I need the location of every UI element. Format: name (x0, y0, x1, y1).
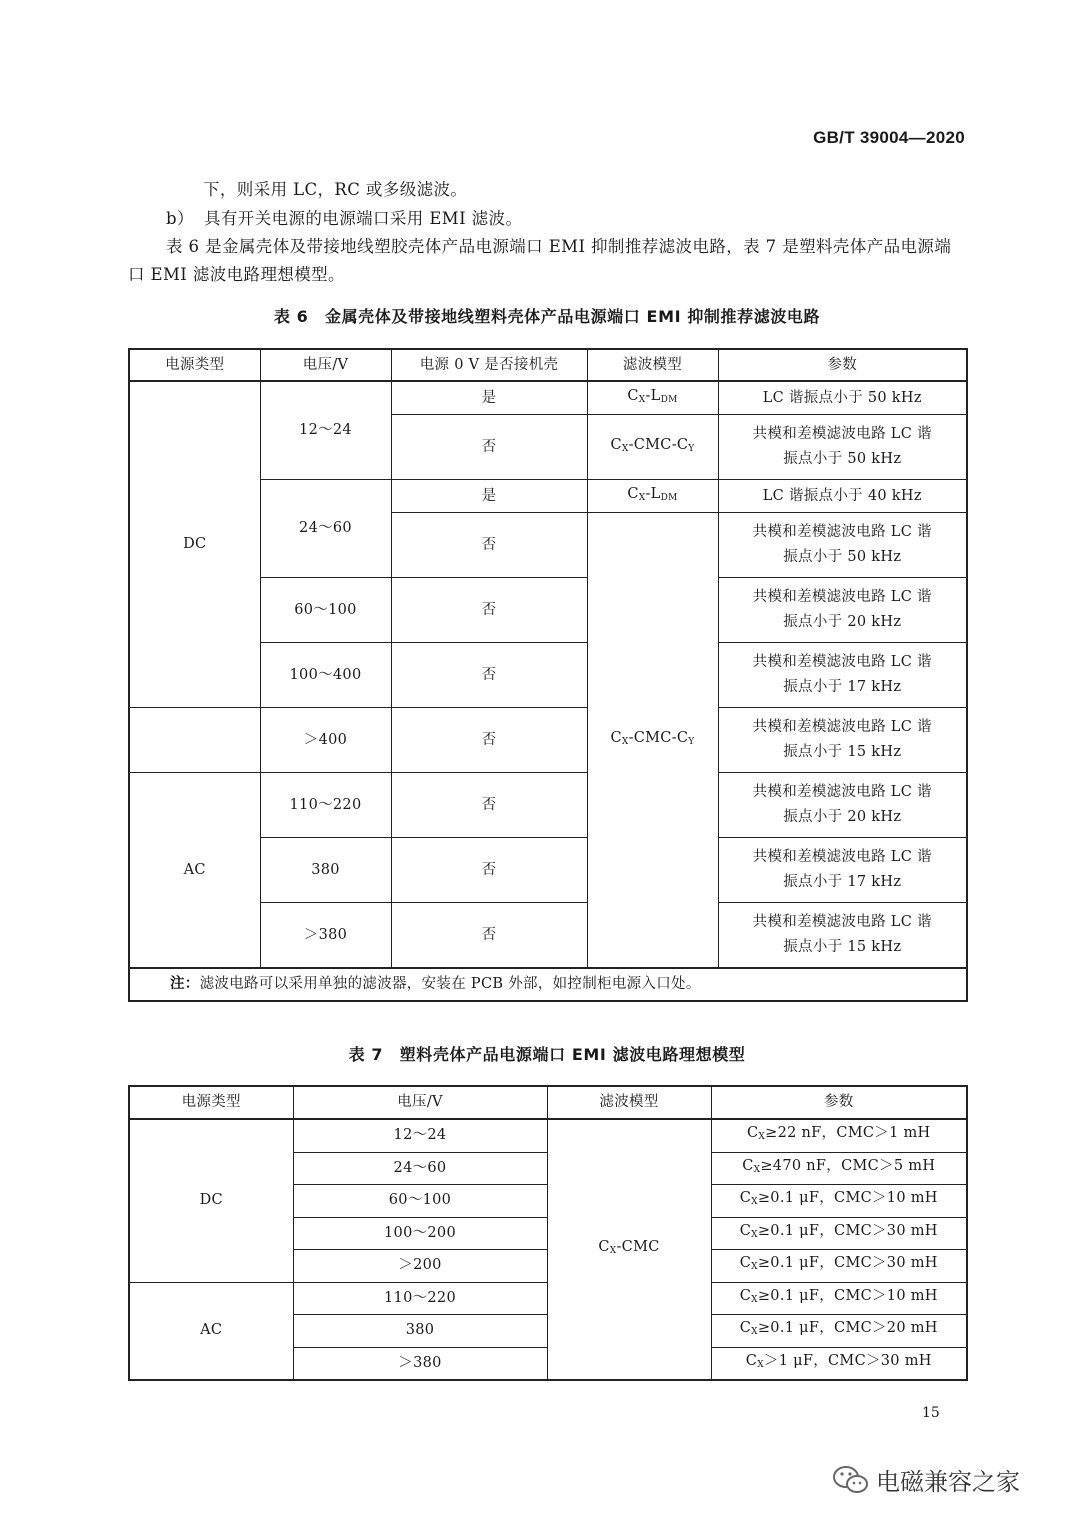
cell-param: 共模和差模滤波电路 LC 谐 振点小于 17 kHz (718, 643, 967, 708)
cell-param: LC 谐振点小于 50 kHz (718, 381, 967, 415)
list-item-text: 具有开关电源的电源端口采用 EMI 滤波。 (204, 209, 523, 228)
list-label: b） (166, 209, 194, 228)
table-note (129, 968, 967, 1001)
cell-ground: 是 (391, 381, 587, 415)
cell-voltage: 12～24 (293, 1119, 547, 1152)
col-header: 参数 (711, 1086, 967, 1119)
table7-caption: 表 7 塑料壳体产品电源端口 EMI 滤波电路理想模型 (348, 1045, 746, 1064)
cell-voltage: 100～200 (293, 1217, 547, 1250)
cell-model: $C_X-CMC-C_Y$ (587, 513, 718, 969)
list-item-b (166, 205, 522, 233)
col-header: 电源类型 (129, 349, 260, 381)
cell-model: $C_X-L_{DM}$ (587, 381, 718, 415)
cell-type: AC (129, 1282, 293, 1380)
paragraph-continuation: 下，则采用 LC，RC 或多级滤波。 (203, 180, 468, 199)
table6-caption: 表 6 金属壳体及带接地线塑料壳体产品电源端口 EMI 抑制推荐滤波电路 (273, 307, 821, 326)
cell-ground: 否 (391, 903, 587, 969)
cell-voltage: 380 (260, 838, 391, 903)
cell-voltage: ＞380 (260, 903, 391, 969)
cell-voltage: ＞380 (293, 1347, 547, 1380)
cell-voltage: 380 (293, 1315, 547, 1348)
cell-type: AC (129, 773, 260, 969)
table-row (129, 381, 967, 415)
wechat-icon (832, 1464, 870, 1496)
table-header-row (129, 349, 967, 381)
cell-voltage: 60～100 (260, 578, 391, 643)
cell-param: 共模和差模滤波电路 LC 谐 振点小于 15 kHz (718, 708, 967, 773)
note-text: 滤波电路可以采用单独的滤波器，安装在 PCB 外部，如控制柜电源入口处。 (199, 976, 701, 992)
table-row (129, 708, 967, 773)
cell-voltage: 110～220 (260, 773, 391, 838)
cell-param: $C_X\ge 470$ nF，CMC＞5 mH (711, 1152, 967, 1185)
table-header-row (129, 1086, 967, 1119)
cell-ground: 否 (391, 708, 587, 773)
cell-param: $C_X\ge 0.1$ μF，CMC＞20 mH (711, 1315, 967, 1348)
col-header: 电源类型 (129, 1086, 293, 1119)
cell-ground: 否 (391, 415, 587, 480)
standard-code: GB/T 39004—2020 (813, 128, 965, 147)
table-row (129, 773, 967, 838)
col-header: 电源 0 V 是否接机壳 (391, 349, 587, 381)
cell-param: 共模和差模滤波电路 LC 谐 振点小于 17 kHz (718, 838, 967, 903)
cell-ground: 否 (391, 513, 587, 578)
table6 (128, 348, 968, 1002)
cell-voltage: 110～220 (293, 1282, 547, 1315)
cell-voltage: ＞400 (260, 708, 391, 773)
cell-voltage: 12～24 (260, 381, 391, 480)
cell-param: 共模和差模滤波电路 LC 谐 振点小于 20 kHz (718, 773, 967, 838)
cell-param: $C_X\ge 0.1$ μF，CMC＞10 mH (711, 1282, 967, 1315)
col-header: 滤波模型 (547, 1086, 711, 1119)
cell-ground: 是 (391, 480, 587, 513)
cell-ground: 否 (391, 643, 587, 708)
cell-param: 共模和差模滤波电路 LC 谐 振点小于 50 kHz (718, 415, 967, 480)
col-header: 电压/V (260, 349, 391, 381)
cell-model: $C_X-L_{DM}$ (587, 480, 718, 513)
cell-param: $C_X\ge 0.1$ μF，CMC＞10 mH (711, 1185, 967, 1218)
paragraph-intro: 表 6 是金属壳体及带接地线塑胶壳体产品电源端口 EMI 抑制推荐滤波电路，表 7 是塑料壳体产品电源端口 EMI 滤波电路理想模型。 (128, 237, 952, 284)
cell-param: LC 谐振点小于 40 kHz (718, 480, 967, 513)
cell-ground: 否 (391, 773, 587, 838)
cell-param: $C_X\ge 0.1$ μF，CMC＞30 mH (711, 1250, 967, 1283)
note-label: 注： (170, 976, 200, 992)
cell-voltage: 60～100 (293, 1185, 547, 1218)
cell-model: $C_X-CMC-C_Y$ (587, 415, 718, 480)
cell-param: $C_X\ge 0.1$ μF，CMC＞30 mH (711, 1217, 967, 1250)
cell-voltage: 100～400 (260, 643, 391, 708)
cell-type: DC (129, 1119, 293, 1282)
col-header: 电压/V (293, 1086, 547, 1119)
cell-param: $C_X\ge 22$ nF，CMC＞1 mH (711, 1119, 967, 1152)
cell-type: DC (129, 381, 260, 708)
cell-voltage: ＞200 (293, 1250, 547, 1283)
watermark-text: 电磁兼容之家 (876, 1468, 1020, 1496)
watermark (832, 1462, 1020, 1497)
cell-param: 共模和差模滤波电路 LC 谐 振点小于 20 kHz (718, 578, 967, 643)
cell-model: $C_X$-CMC (547, 1119, 711, 1380)
cell-param: $C_X>1$ μF，CMC＞30 mH (711, 1347, 967, 1380)
col-header: 滤波模型 (587, 349, 718, 381)
page-number: 15 (922, 1405, 940, 1421)
table7 (128, 1085, 968, 1381)
cell-ground: 否 (391, 578, 587, 643)
table-note-row (129, 968, 967, 1001)
cell-param: 共模和差模滤波电路 LC 谐 振点小于 15 kHz (718, 903, 967, 969)
cell-ground: 否 (391, 838, 587, 903)
table-row (129, 1119, 967, 1152)
cell-voltage: 24～60 (293, 1152, 547, 1185)
cell-type (129, 708, 260, 773)
cell-param: 共模和差模滤波电路 LC 谐 振点小于 50 kHz (718, 513, 967, 578)
cell-voltage: 24～60 (260, 480, 391, 578)
col-header: 参数 (718, 349, 967, 381)
